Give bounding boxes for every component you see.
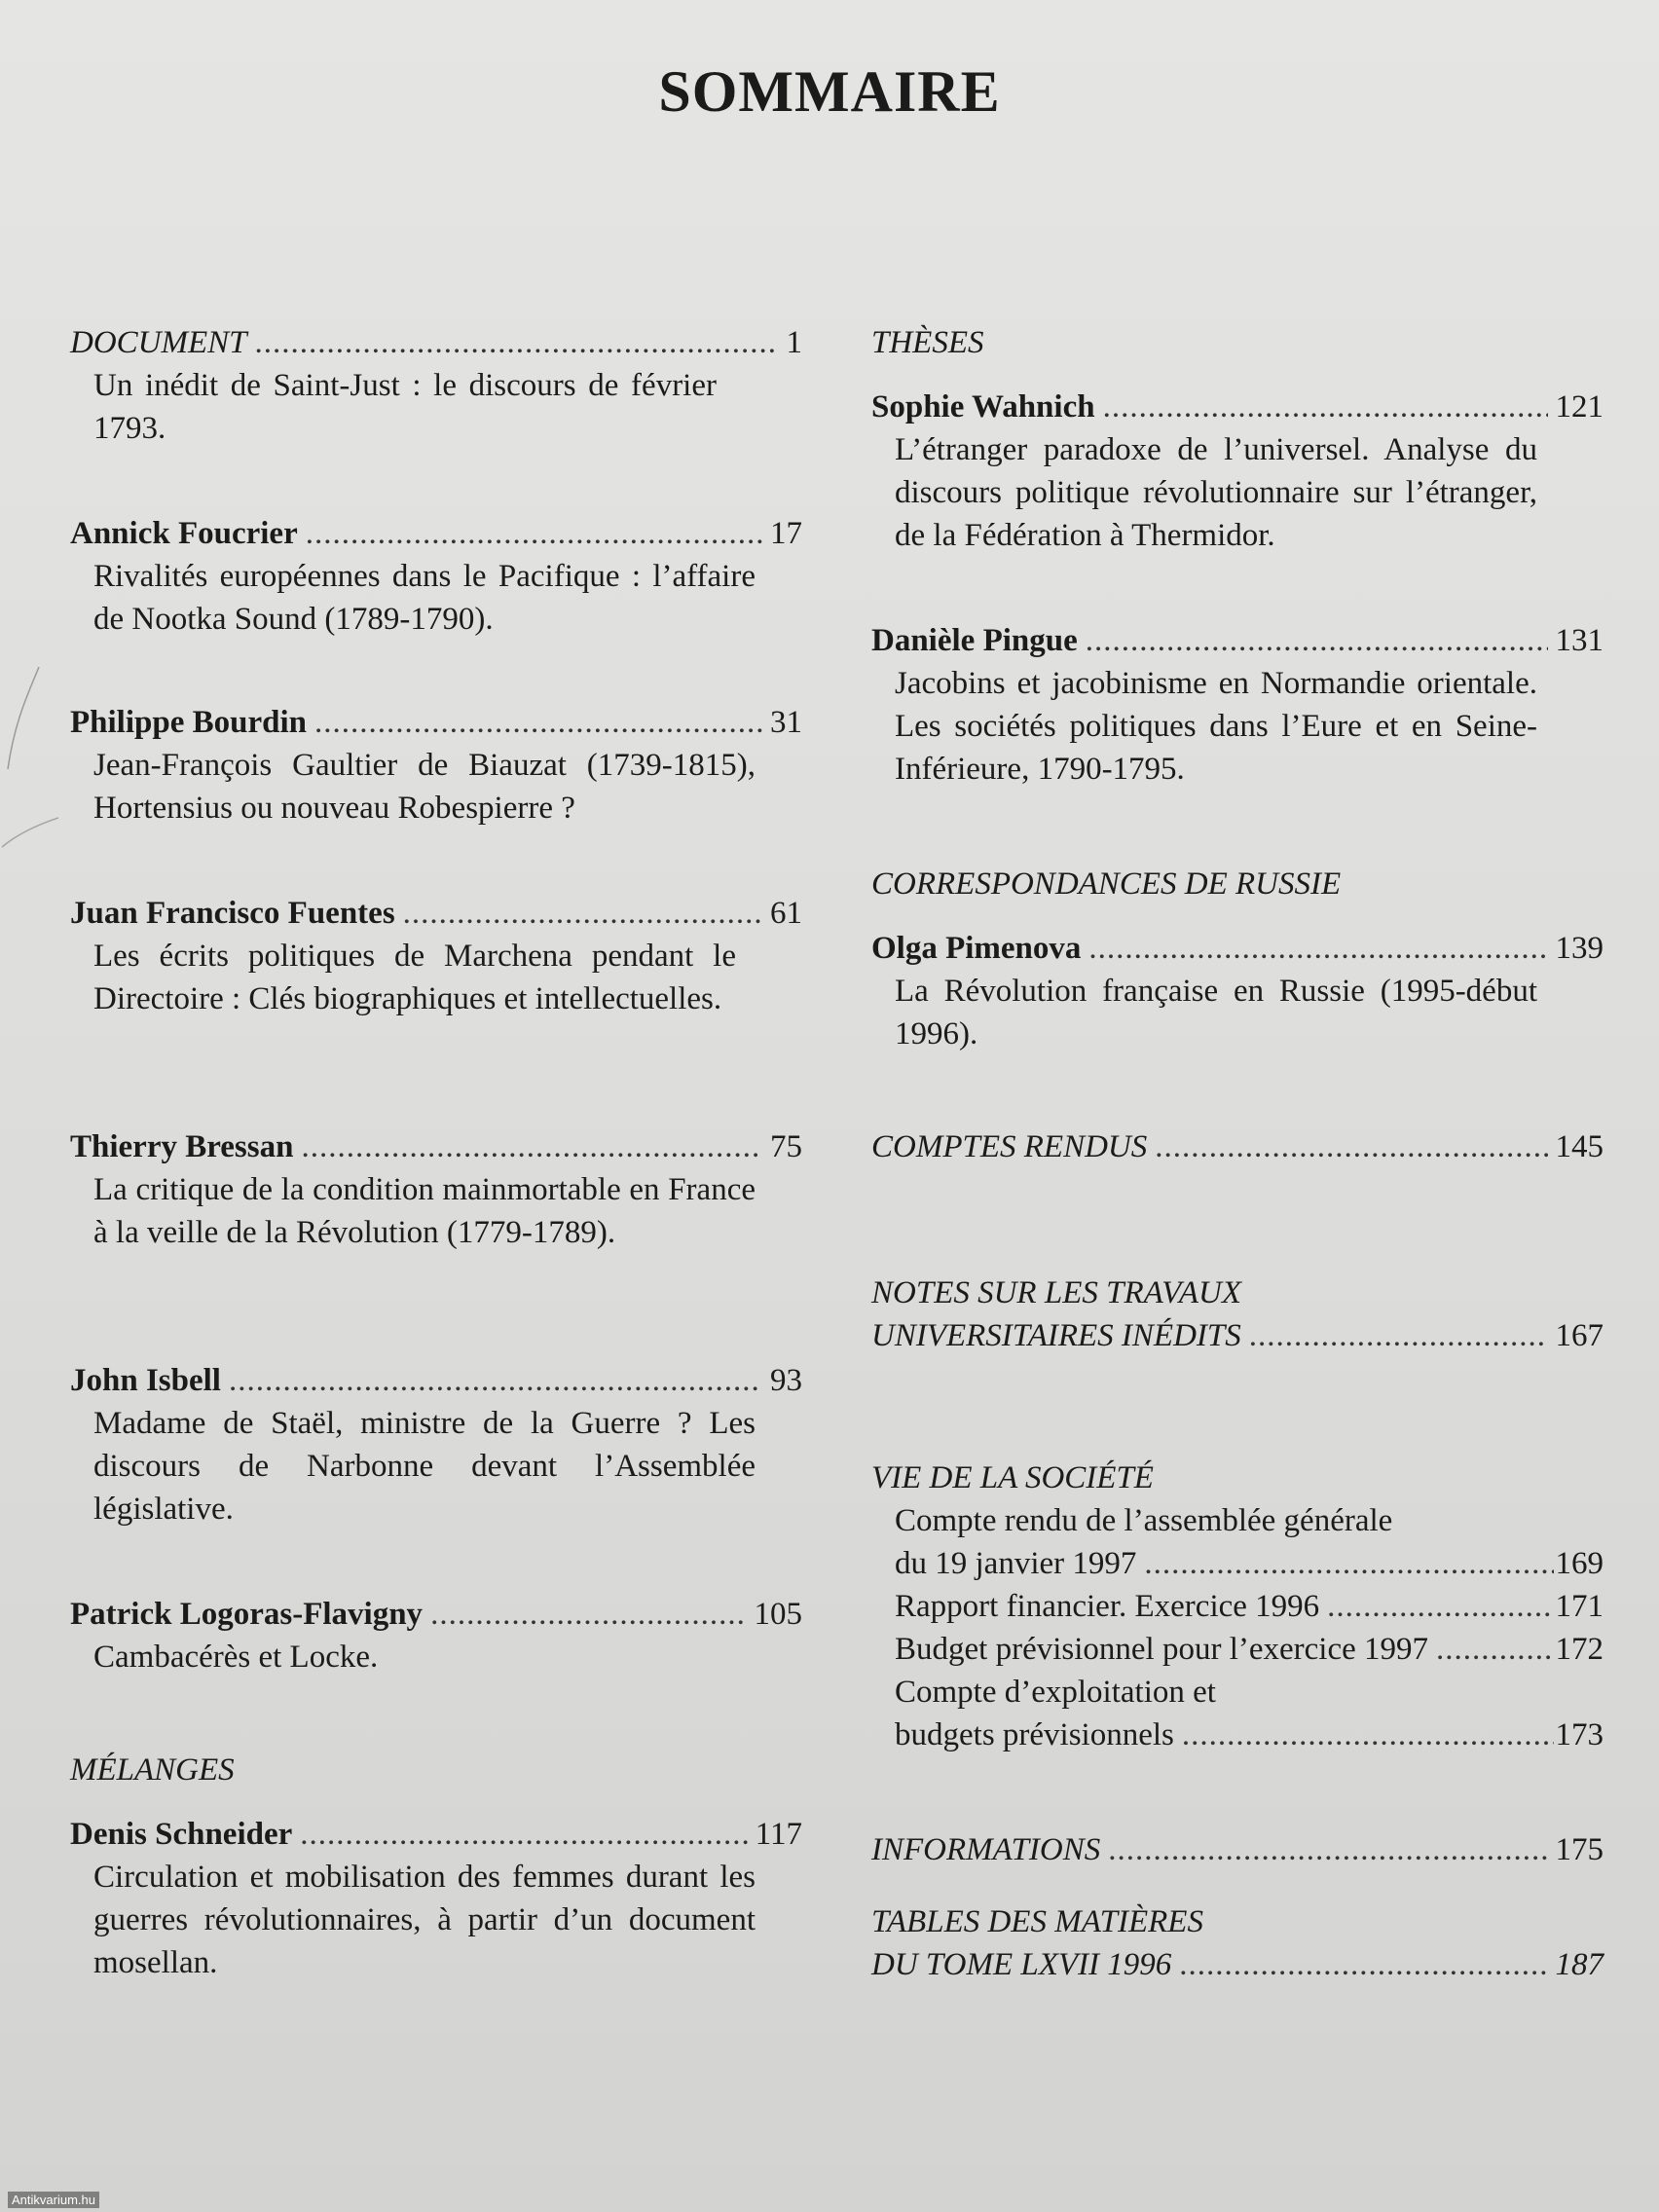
entry-author: Juan Francisco Fuentes: [70, 896, 395, 931]
entry-author: Thierry Bressan: [70, 1129, 294, 1164]
page-number: 61: [770, 896, 802, 931]
entry-author: Annick Foucrier: [70, 516, 298, 551]
sub-item-label: du 19 janvier 1997: [895, 1546, 1137, 1581]
section-heading-russie: CORRESPONDANCES DE RUSSIE: [871, 866, 1342, 902]
page-number: 171: [1555, 1589, 1604, 1624]
entry-description: Les écrits politiques de Marchena pendant le Directoire : Clés biographiques et intellectuelles.: [93, 939, 736, 1016]
entry-description: La Révolution française en Russie (1995-début 1996).: [895, 974, 1537, 1051]
page-number: 75: [770, 1129, 802, 1164]
leader-dots: [1182, 1714, 1554, 1756]
page-number: 139: [1555, 931, 1604, 966]
leader-dots: [1436, 1628, 1554, 1671]
page-number: 105: [754, 1597, 802, 1632]
page-number: 173: [1555, 1717, 1604, 1752]
toc-entry-logoras-flavigny[interactable]: [70, 1593, 802, 1678]
leader-dots: [1327, 1585, 1553, 1628]
entry-description: Cambacérès et Locke.: [93, 1640, 379, 1675]
toc-entry-vie-societe[interactable]: [871, 1456, 1604, 1756]
leader-dots: [1086, 619, 1548, 662]
pencil-mark-icon: [0, 662, 58, 857]
sub-item-line: Compte d’exploitation et: [895, 1675, 1216, 1710]
sub-item-label: Rapport financier. Exercice 1996: [895, 1589, 1320, 1624]
entry-author: Sophie Wahnich: [871, 389, 1095, 424]
leader-dots: [300, 1813, 747, 1856]
page-number: 31: [770, 705, 802, 740]
page-number: 145: [1555, 1129, 1604, 1164]
page-number: 187: [1555, 1947, 1604, 1982]
toc-entry-fuentes[interactable]: [70, 892, 802, 1020]
leader-dots: [301, 1125, 762, 1168]
page-number: 175: [1555, 1832, 1604, 1867]
page-number: 17: [770, 516, 802, 551]
sub-item-line: Compte rendu de l’assemblée générale: [895, 1503, 1393, 1538]
page-number: 1: [786, 325, 802, 360]
entry-author: Olga Pimenova: [871, 931, 1082, 966]
page-title: SOMMAIRE: [658, 59, 1001, 124]
sub-item-label: budgets prévisionnels: [895, 1717, 1174, 1752]
entry-author: Patrick Logoras-Flavigny: [70, 1597, 424, 1632]
leader-dots: [306, 512, 762, 555]
toc-entry-pimenova[interactable]: [871, 927, 1604, 1055]
page-number: 117: [755, 1817, 802, 1852]
entry-author: John Isbell: [70, 1363, 221, 1398]
entry-description: Circulation et mobilisation des femmes durant les guerres révolutionnaires, à partir d’un document mosellan.: [93, 1860, 756, 1980]
leader-dots: [1088, 927, 1547, 970]
leader-dots: [1179, 1943, 1547, 1986]
entry-heading-line2: UNIVERSITAIRES INÉDITS: [871, 1318, 1241, 1353]
page-number: 172: [1555, 1632, 1604, 1667]
entry-description: Un inédit de Saint-Just : le discours de février 1793.: [93, 368, 717, 446]
entry-heading: VIE DE LA SOCIÉTÉ: [871, 1460, 1154, 1495]
page-number: 121: [1555, 389, 1604, 424]
toc-entry-document[interactable]: [70, 321, 802, 450]
leader-dots: [1103, 386, 1548, 428]
leader-dots: [1144, 1542, 1553, 1585]
entry-description: L’étranger paradoxe de l’universel. Analyse du discours politique révolutionnaire sur l’étranger, de la Fédération à Thermidor.: [895, 432, 1537, 553]
entry-description: Madame de Staël, ministre de la Guerre ? Les discours de Narbonne devant l’Assemblée législative.: [93, 1406, 756, 1527]
leader-dots: [430, 1593, 746, 1636]
toc-entry-bressan[interactable]: [70, 1125, 802, 1254]
toc-entry-bourdin[interactable]: [70, 701, 802, 830]
toc-entry-informations[interactable]: [871, 1828, 1604, 1871]
toc-entry-comptes-rendus[interactable]: [871, 1125, 1604, 1168]
entry-author: Danièle Pingue: [871, 623, 1078, 658]
entry-heading: COMPTES RENDUS: [871, 1129, 1148, 1164]
leader-dots: [1155, 1125, 1547, 1168]
toc-entry-pingue[interactable]: [871, 619, 1604, 791]
entry-description: Jacobins et jacobinisme en Normandie orientale. Les sociétés politiques dans l’Eure et en Seine-Inférieure, 1790-1795.: [895, 666, 1537, 787]
entry-description: La critique de la condition mainmortable en France à la veille de la Révolution (1779-1789).: [93, 1172, 756, 1250]
entry-description: Jean-François Gaultier de Biauzat (1739-1815), Hortensius ou nouveau Robespierre ?: [93, 748, 756, 826]
page-number: 93: [770, 1363, 802, 1398]
page-number: 167: [1555, 1318, 1604, 1353]
toc-entry-schneider[interactable]: [70, 1813, 802, 1984]
leader-dots: [403, 892, 762, 935]
entry-author: Denis Schneider: [70, 1817, 293, 1852]
toc-entry-foucrier[interactable]: [70, 512, 802, 641]
section-heading-theses: THÈSES: [871, 325, 984, 360]
page-number: 131: [1555, 623, 1604, 658]
toc-entry-notes[interactable]: [871, 1272, 1604, 1357]
entry-author: Philippe Bourdin: [70, 705, 308, 740]
leader-dots: [1108, 1828, 1547, 1871]
page-number: 169: [1555, 1546, 1604, 1581]
watermark: Antikvarium.hu: [8, 2192, 99, 2208]
entry-description: Rivalités européennes dans le Pacifique : l’affaire de Nootka Sound (1789-1790).: [93, 559, 756, 637]
leader-dots: [255, 321, 779, 364]
leader-dots: [1249, 1314, 1548, 1357]
sub-item-label: Budget prévisionnel pour l’exercice 1997: [895, 1632, 1428, 1667]
leader-dots: [229, 1359, 762, 1402]
toc-entry-wahnich[interactable]: [871, 386, 1604, 557]
section-heading-melanges: MÉLANGES: [70, 1752, 235, 1788]
entry-heading-line1: NOTES SUR LES TRAVAUX: [871, 1275, 1241, 1310]
toc-entry-tables[interactable]: [871, 1900, 1604, 1986]
entry-heading: INFORMATIONS: [871, 1832, 1101, 1867]
entry-heading: DOCUMENT: [70, 325, 247, 360]
leader-dots: [314, 701, 762, 744]
entry-heading-line1: TABLES DES MATIÈRES: [871, 1904, 1203, 1939]
toc-entry-isbell[interactable]: [70, 1359, 802, 1530]
entry-heading-line2: DU TOME LXVII 1996: [871, 1947, 1172, 1982]
